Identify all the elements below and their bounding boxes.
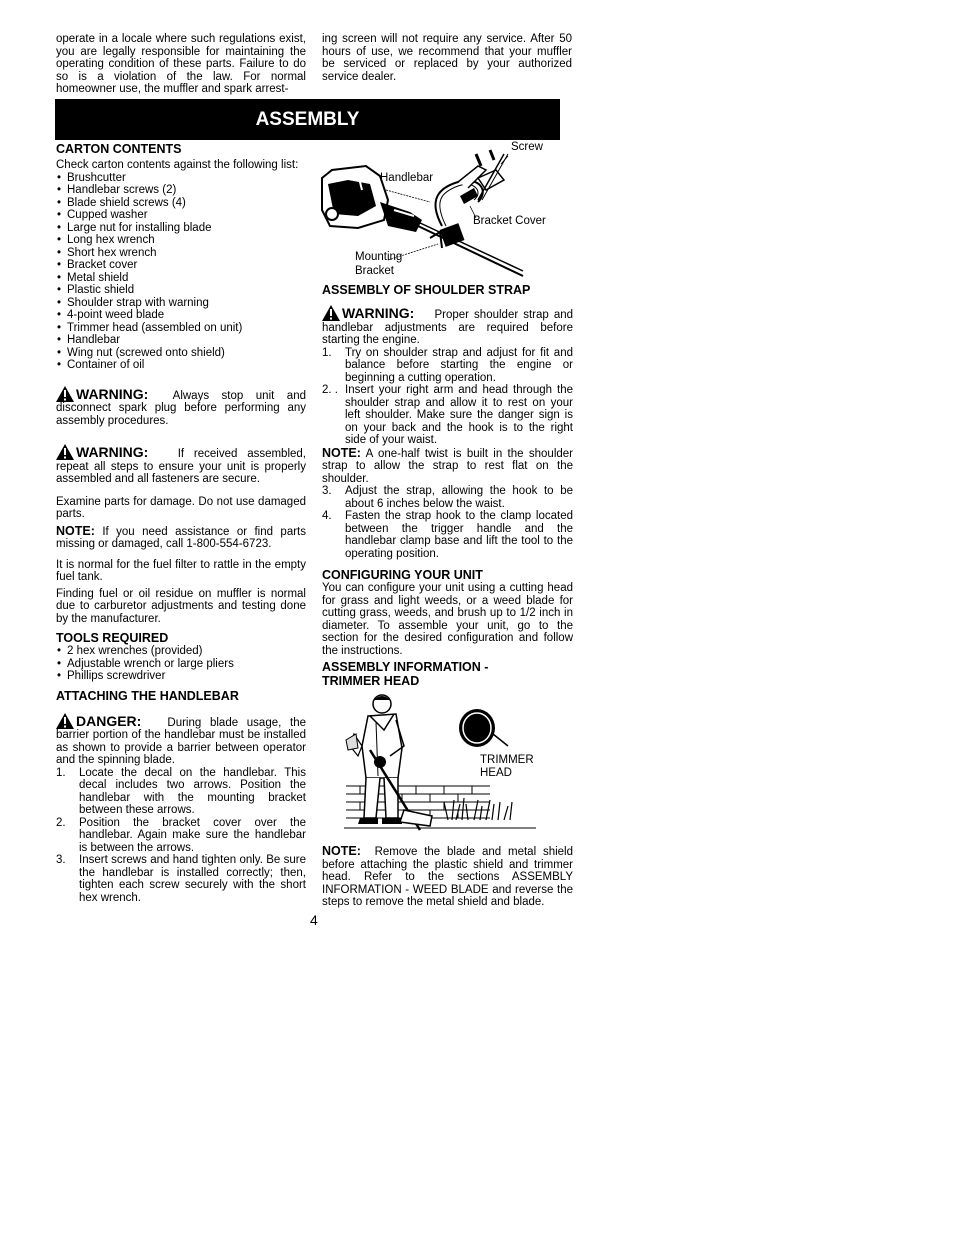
carton-intro: Check carton contents against the following list:: [56, 159, 299, 171]
step-text: Insert your right arm and head through the shoulder strap and allow it to rest on your left shoulder. Make sure the danger sign is on your back and the hook is to the right side of your waist.: [345, 384, 573, 446]
carton-list: [56, 172, 306, 372]
handlebar-steps: [56, 767, 306, 905]
list-item: • Container of oil: [56, 359, 306, 372]
warning-triangle-icon: [322, 305, 340, 321]
danger-label: DANGER:: [76, 712, 142, 729]
step-text: Adjust the strap, allowing the hook to be about 6 inches below the waist.: [345, 485, 573, 510]
trimmer-head-figure: [340, 690, 560, 840]
step-number: 3.: [56, 854, 66, 866]
list-item: • Cupped washer: [56, 209, 306, 222]
step-item: [322, 384, 573, 447]
list-item: • Large nut for installing blade: [56, 222, 306, 235]
warning-triangle-icon: [56, 386, 74, 402]
step-item: [56, 817, 306, 855]
list-item: • Blade shield screws (4): [56, 197, 306, 210]
warning-label: WARNING:: [76, 444, 149, 460]
step-number: 1.: [56, 766, 66, 779]
warning-stop-unit: [56, 386, 306, 428]
step-text: Try on shoulder strap and adjust for fit and balance before starting the engine or beginning a cutting operation.: [345, 346, 573, 384]
tools-list: [56, 645, 306, 683]
note-assistance: [56, 525, 306, 551]
assembly-info-heading-2: TRIMMER HEAD: [322, 674, 420, 688]
warning-text: If received assembled, repeat all steps to ensure your unit is properly assembled and all fasteners are secure.: [56, 448, 306, 485]
step-item: [322, 510, 573, 560]
list-item: • Adjustable wrench or large pliers: [56, 658, 306, 671]
step-text: Insert screws and hand tighten only. Be sure the handlebar is installed correctly; then, tighten each screw securely with the short hex wrench.: [79, 854, 306, 904]
list-item: • 2 hex wrenches (provided): [56, 645, 306, 658]
label-trimmer: TRIMMER: [480, 754, 534, 766]
warning-triangle-icon: [56, 444, 74, 460]
list-item: • Brushcutter: [56, 172, 306, 185]
label-screw: Screw: [511, 141, 543, 153]
list-item: • Long hex wrench: [56, 234, 306, 247]
carton-contents-heading: CARTON CONTENTS: [56, 142, 182, 156]
list-item: • Plastic shield: [56, 284, 306, 297]
step-number: 2. .: [322, 384, 338, 396]
strap-steps-1: [322, 347, 573, 447]
step-number: 4.: [322, 510, 332, 522]
label-handlebar: Handlebar: [380, 172, 434, 184]
label-bracket-cover: Bracket Cover: [473, 215, 546, 227]
note-text: A one-half twist is built in the shoulder strap to allow the strap to rest flat on the shoulder.: [322, 447, 573, 485]
label-bracket: Bracket: [355, 265, 394, 277]
warning-label: WARNING:: [342, 305, 415, 321]
list-item: • Short hex wrench: [56, 247, 306, 260]
step-number: 3.: [322, 485, 332, 497]
handlebar-figure: [318, 140, 578, 280]
label-mounting: Mounting: [355, 251, 403, 263]
note-text: If you need assistance or find parts missing or damaged, call 1-800-554-6723.: [56, 525, 306, 550]
list-item: • Metal shield: [56, 272, 306, 285]
intro-left-text: operate in a locale where such regulations exist, you are legally responsible for maintaining the operating condition of these parts. Failure to do so is a violation of the law. For normal homeowner use, the muffler and spark arrest-: [56, 33, 306, 95]
fuel-residue-text: Finding fuel or oil residue on muffler is normal due to carburetor adjustments and testing done by the manufacturer.: [56, 587, 306, 625]
note-text: Remove the blade and metal shield before attaching the plastic shield and trimmer head. Refer to the sections ASSEMBLY INFORMATION - WEED BLADE and reverse the steps to remove the metal shield and blade.: [322, 846, 574, 908]
step-text: Locate the decal on the handlebar. This decal includes two arrows. Position the handlebar with the mounting bracket between these arrows.: [79, 766, 306, 816]
note-label: NOTE:: [322, 844, 361, 858]
list-item: • Handlebar screws (2): [56, 184, 306, 197]
danger-text: During blade usage, the barrier portion of the handlebar must be installed as shown to provide a barrier between operator and the spinning blade.: [56, 716, 306, 766]
step-text: Fasten the strap hook to the clamp located between the trigger handle and the handlebar clamp base and lift the tool to the operating position.: [345, 510, 573, 560]
tools-required-heading: TOOLS REQUIRED: [56, 631, 169, 645]
step-text: Position the bracket cover over the handlebar. Again make sure the handlebar is between the arrows.: [79, 816, 306, 854]
list-item: • Trimmer head (assembled on unit): [56, 322, 306, 335]
assembly-banner: ASSEMBLY: [55, 99, 560, 140]
step-item: [322, 485, 573, 510]
list-item: • Bracket cover: [56, 259, 306, 272]
list-item: • Phillips screwdriver: [56, 670, 306, 683]
shoulder-strap-heading: ASSEMBLY OF SHOULDER STRAP: [322, 283, 531, 297]
note-label: NOTE:: [322, 445, 361, 460]
step-item: [56, 767, 306, 817]
page-number: 4: [310, 912, 318, 928]
warning-triangle-icon: [56, 713, 74, 729]
warning-label: WARNING:: [76, 385, 149, 402]
warning-text: Proper shoulder strap and handlebar adjustments are required before starting the engine.: [322, 309, 574, 346]
warning-received-assembled: [56, 444, 306, 486]
attaching-handlebar-heading: ATTACHING THE HANDLEBAR: [56, 688, 239, 703]
left-column: [56, 142, 306, 904]
note-label: NOTE:: [56, 523, 95, 538]
list-item: • 4-point weed blade: [56, 309, 306, 322]
fuel-filter-text: It is normal for the fuel filter to rattle in the empty fuel tank.: [56, 558, 306, 583]
intro-right-text: ing screen will not require any service. After 50 hours of use, we recommend that your muffler be serviced or replaced by your authorized service dealer.: [322, 33, 572, 83]
step-item: [56, 854, 306, 904]
list-item: • Wing nut (screwed onto shield): [56, 347, 306, 360]
note-half-twist: [322, 447, 573, 486]
warning-shoulder-strap: [322, 305, 573, 347]
step-number: 1.: [322, 346, 332, 359]
list-item: • Handlebar: [56, 334, 306, 347]
label-head: HEAD: [480, 767, 512, 779]
list-item: • Shoulder strap with warning: [56, 297, 306, 310]
right-column: [322, 283, 573, 688]
assembly-info-heading-1: ASSEMBLY INFORMATION -: [322, 660, 489, 674]
danger-barrier: [56, 713, 306, 767]
warning-text: Always stop unit and disconnect spark plug before performing any assembly procedures.: [56, 389, 306, 427]
examine-parts-text: Examine parts for damage. Do not use damaged parts.: [56, 495, 306, 520]
configuring-text: You can configure your unit using a cutting head for grass and light weeds, or a weed blade for cutting grass, weeds, and brush up to 1/2 inch in diameter. To assemble your unit, go to the section for the desired configuration and follow the instructions.: [322, 582, 573, 657]
note-remove-blade: [322, 845, 573, 909]
strap-steps-2: [322, 485, 573, 560]
configuring-heading: CONFIGURING YOUR UNIT: [322, 568, 483, 582]
step-item: [322, 347, 573, 385]
step-number: 2.: [56, 816, 66, 829]
